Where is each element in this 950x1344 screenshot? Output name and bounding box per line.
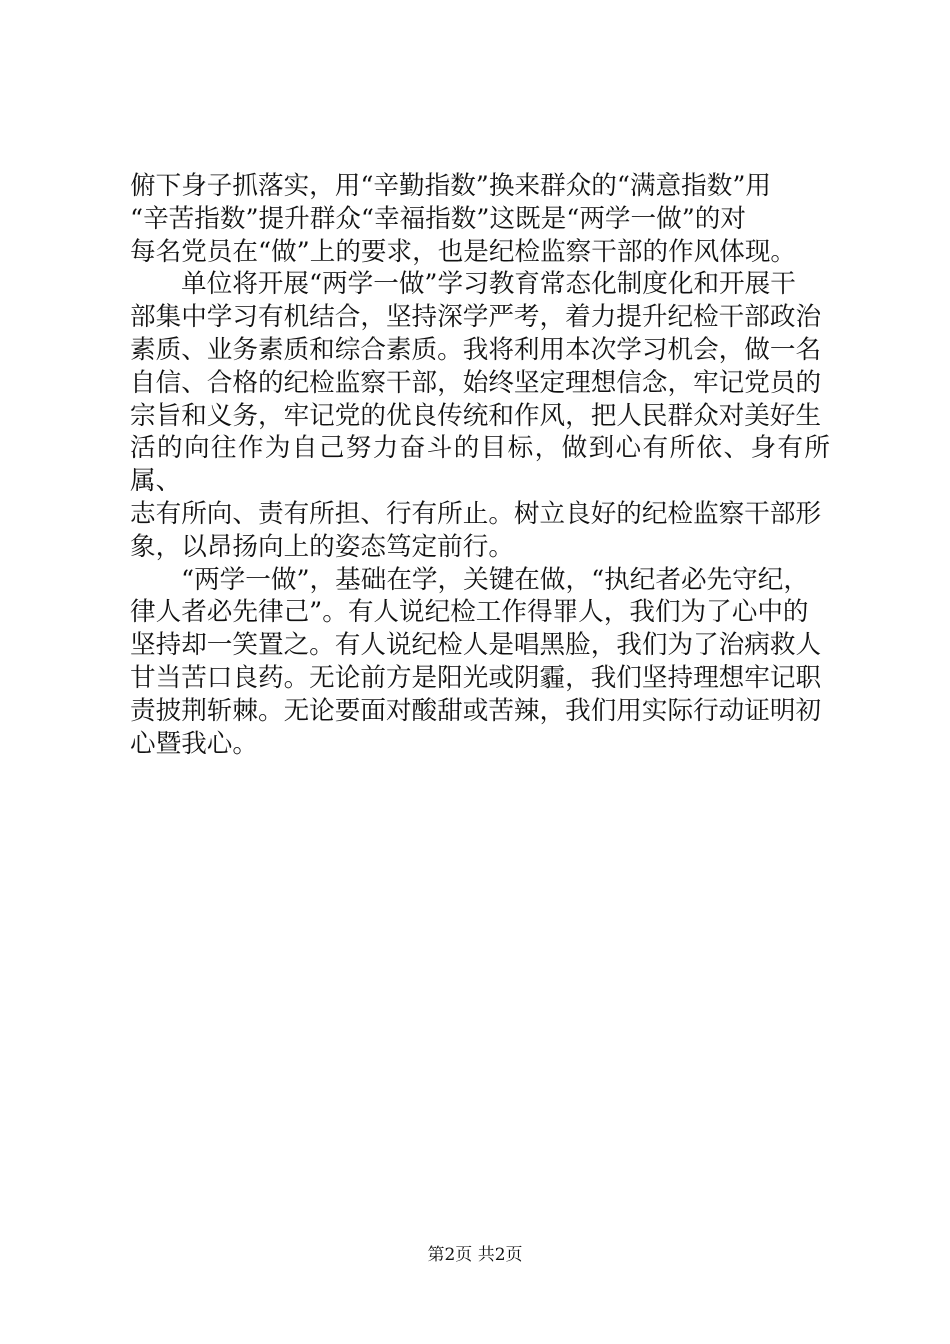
line: 素质、业务素质和综合素质。我将利用本次学习机会，做一名: [130, 334, 822, 365]
line: 每名党员在“做”上的要求，也是纪检监察干部的作风体现。: [130, 236, 797, 267]
page-number: 第2页 共2页: [427, 1245, 523, 1265]
line: 俯下身子抓落实，用“辛勤指数”换来群众的“满意指数”用: [130, 171, 771, 201]
line: “两学一做”，基础在学，关键在做，“执纪者必先守纪，: [181, 564, 809, 595]
line: 宗旨和义务，牢记党的优良传统和作风，把人民群众对美好生: [130, 400, 822, 431]
body-text: [130, 170, 830, 760]
line: 单位将开展“两学一做”学习教育常态化制度化和开展干: [181, 269, 796, 300]
line: “辛苦指数”提升群众“幸福指数”这既是“两学一做”的对: [130, 203, 746, 234]
line: 象，以昂扬向上的姿态笃定前行。: [130, 531, 514, 562]
paragraph-2: [130, 268, 830, 563]
line: 责披荆斩棘。无论要面对酸甜或苦辣，我们用实际行动证明初: [130, 695, 822, 726]
line: 自信、合格的纪检监察干部，始终坚定理想信念，牢记党员的: [130, 367, 822, 398]
paragraph-3: [130, 564, 830, 761]
line: 志有所向、责有所担、行有所止。树立良好的纪检监察干部形: [130, 498, 822, 529]
line: 活的向往作为自己努力奋斗的目标，做到心有所依、身有所属、: [130, 433, 830, 497]
line: 坚持却一笑置之。有人说纪检人是唱黑脸，我们为了治病救人: [130, 630, 822, 661]
line: 律人者必先律己”。有人说纪检工作得罪人，我们为了心中的: [130, 597, 809, 628]
line: 部集中学习有机结合，坚持深学严考，着力提升纪检干部政治: [130, 302, 822, 333]
line: 心暨我心。: [130, 728, 258, 759]
page-footer: [0, 1245, 950, 1265]
line: 甘当苦口良药。无论前方是阳光或阴霾，我们坚持理想牢记职: [130, 662, 822, 693]
paragraph-1: [130, 170, 830, 268]
